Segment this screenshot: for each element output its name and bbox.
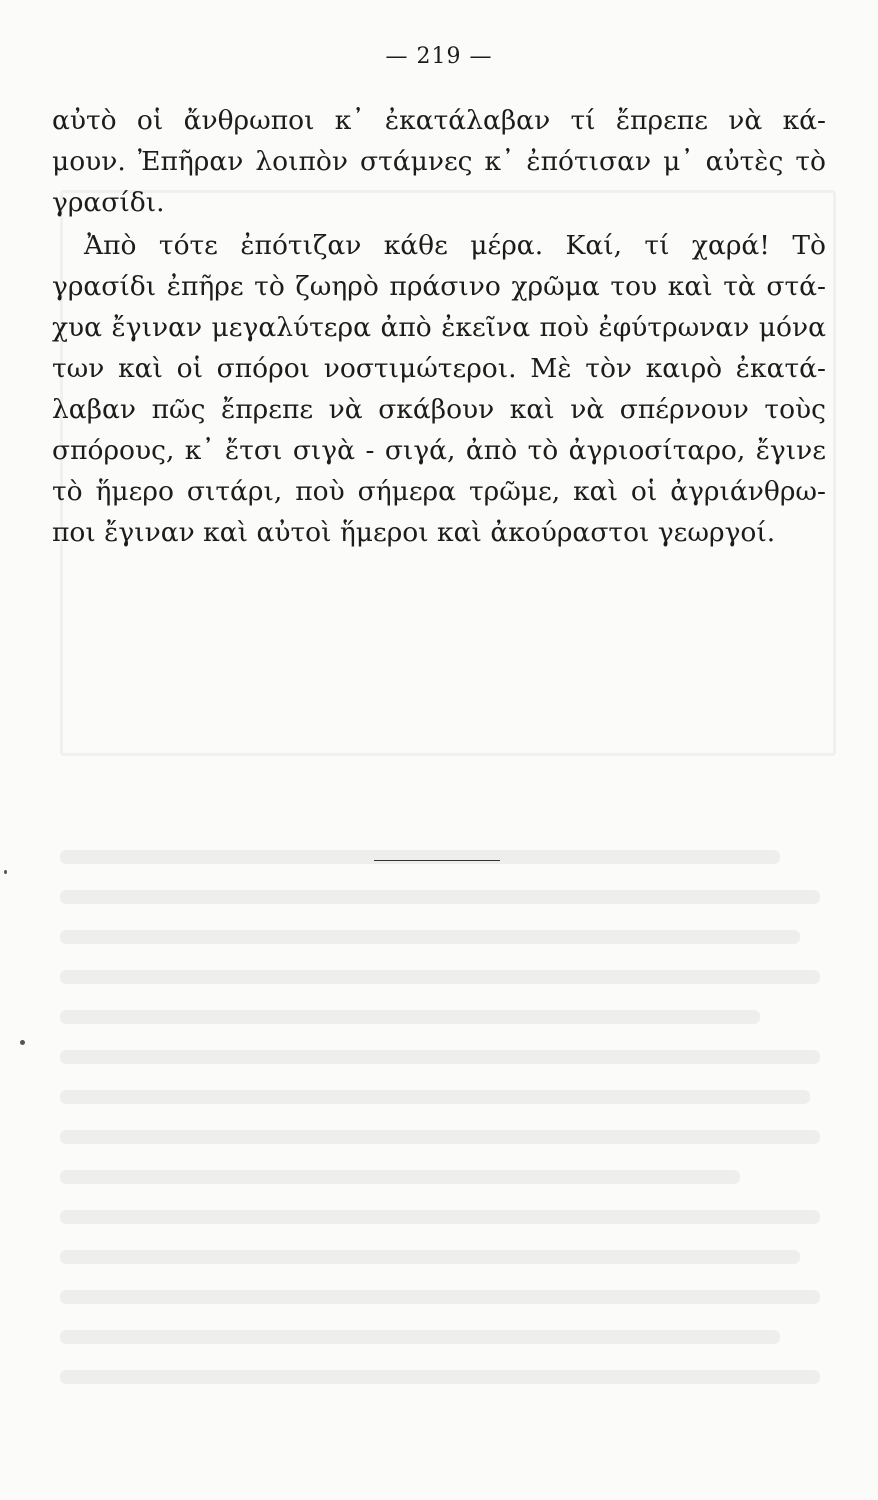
- text-line: αὐτὸ οἱ ἄνθρωποι κ᾿ ἐκατάλαβαν τί ἔπρεπε νὰ κά-: [52, 105, 826, 136]
- bleed-line: [60, 1290, 820, 1304]
- bleed-line: [60, 1250, 800, 1264]
- bleed-line: [60, 1130, 820, 1144]
- text-line: των καὶ οἱ σπόροι νοστιμώτεροι. Μὲ τὸν καιρὸ ἐκατά-: [52, 353, 826, 384]
- bleed-line: [60, 970, 820, 984]
- bleed-line: [60, 1170, 740, 1184]
- bleed-line: [60, 1050, 820, 1064]
- paper-speck: [4, 870, 7, 874]
- text-line: τὸ ἥμερο σιτάρι, ποὺ σήμερα τρῶμε, καὶ οἱ ἀγριάνθρω-: [52, 476, 826, 507]
- bleed-line: [60, 930, 800, 944]
- text-line: γρασίδι ἐπῆρε τὸ ζωηρὸ πράσινο χρῶμα του καὶ τὰ στά-: [52, 271, 826, 302]
- section-divider-rule: [374, 860, 500, 861]
- text-line: χυα ἔγιναν μεγαλύτερα ἀπὸ ἐκεῖνα ποὺ ἐφύτρωναν μόνα: [52, 312, 826, 343]
- text-line: ποι ἔγιναν καὶ αὐτοὶ ἥμεροι καὶ ἀκούραστοι γεωργοί.: [52, 517, 776, 548]
- bleed-line: [60, 850, 780, 864]
- text-line: σπόρους, κ᾿ ἔτσι σιγὰ - σιγά, ἀπὸ τὸ ἀγριοσίταρο, ἔγινε: [52, 435, 826, 466]
- body-text: [52, 100, 826, 553]
- page-number: — 219 —: [385, 44, 493, 69]
- bleed-line: [60, 1090, 810, 1104]
- text-line: Ἀπὸ τότε ἐπότιζαν κάθε μέρα. Καί, τί χαρά! Τὸ: [84, 230, 826, 261]
- bleed-line: [60, 890, 820, 904]
- text-line: γρασίδι.: [52, 187, 165, 218]
- bleed-line: [60, 1210, 820, 1224]
- bleed-line: [60, 1370, 820, 1384]
- bleed-line: [60, 1010, 760, 1024]
- text-line: μουν. Ἐπῆραν λοιπὸν στάμνες κ᾿ ἐπότισαν μ᾿ αὐτὲς τὸ: [52, 146, 826, 177]
- paper-speck: [20, 1040, 25, 1045]
- text-line: λαβαν πῶς ἔπρεπε νὰ σκάβουν καὶ νὰ σπέρνουν τοὺς: [52, 394, 826, 425]
- bleed-line: [60, 1330, 780, 1344]
